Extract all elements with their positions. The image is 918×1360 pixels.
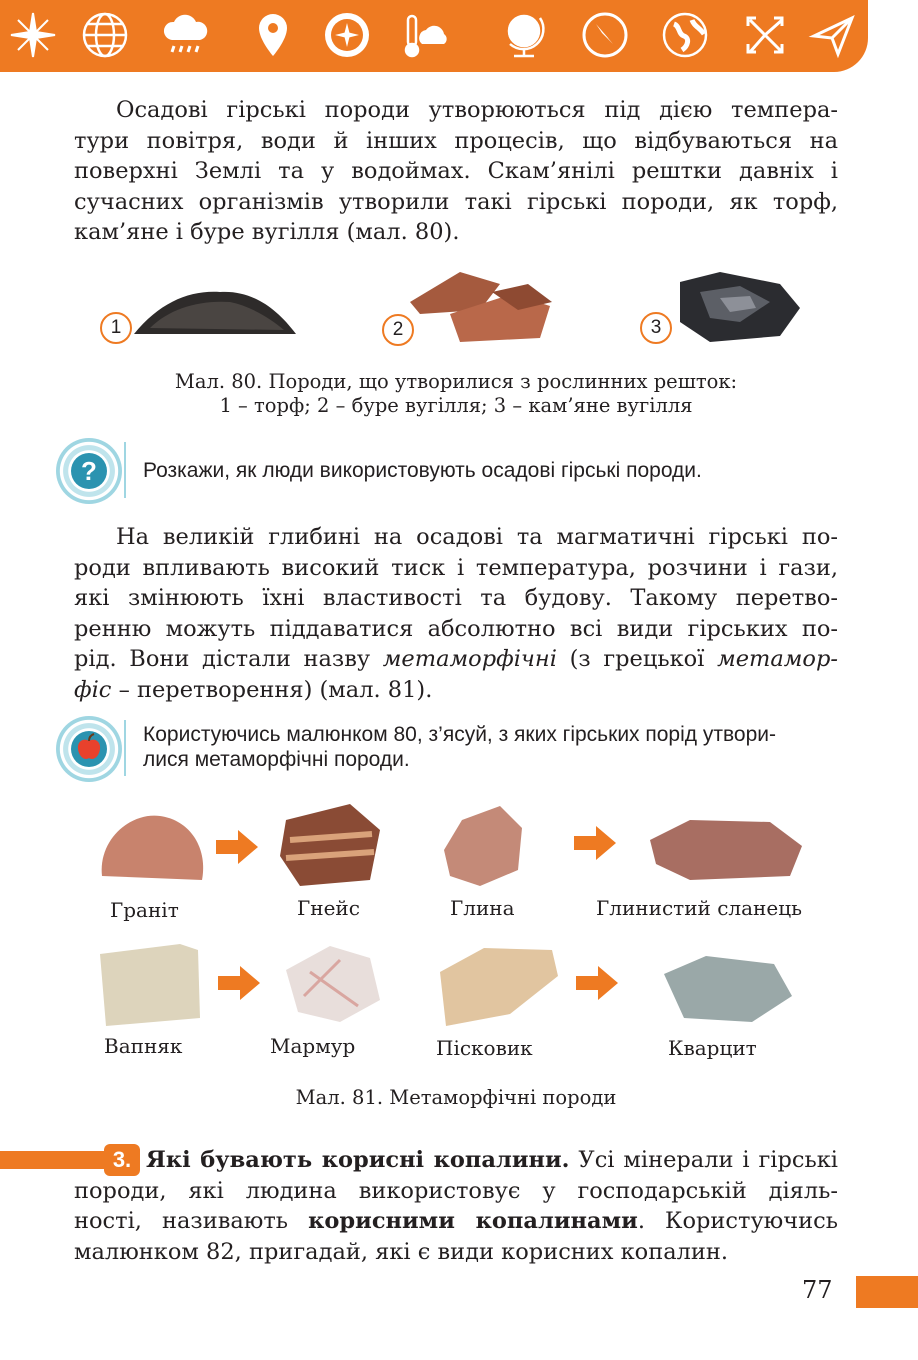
figure-80-images: [120, 262, 820, 352]
text-run: Усі мінерали і гірські: [569, 1147, 838, 1173]
apple-icon: [56, 716, 122, 782]
paragraph-metamorphic: [74, 522, 838, 705]
term-metamorphic: метаморфічні: [382, 646, 557, 672]
paragraph-line: які змінюють їхні властивості та будову. Такому перетво-: [74, 585, 838, 611]
figure-number: 2: [382, 314, 414, 346]
rock-label-gneiss: Гнейс: [297, 896, 360, 920]
question-badge: [56, 438, 122, 504]
paragraph-minerals: [74, 1145, 838, 1267]
desk-globe-icon: [500, 10, 550, 60]
paragraph-line: роди впливають високий тиск і температура, розчини і гази,: [74, 554, 838, 581]
page-number: 77: [802, 1276, 833, 1304]
caption-line: Мал. 80. Породи, що утворилися з рослинних решток:: [174, 370, 738, 393]
term-useful-minerals: корисними копалинами: [308, 1208, 638, 1234]
clay-image: [444, 806, 522, 886]
task-line: лися метаморфічні породи.: [143, 748, 410, 771]
term-greek: метамор-: [717, 646, 838, 672]
hard-coal-image: [680, 272, 800, 342]
paragraph-line: Осадові гірські породи утворюються під дією темпера-: [116, 97, 838, 123]
granite-image: [102, 816, 203, 880]
rock-label-clay-shale: Глинистий сланець: [596, 896, 802, 920]
compass-circle-icon: [322, 10, 372, 60]
task-line: Користуючись малюнком 80, з’ясуй, з яких гірських порід утвори-: [143, 723, 776, 746]
header-band: [0, 0, 868, 72]
svg-text:?: ?: [81, 456, 97, 486]
marble-image: [286, 946, 380, 1022]
practice-task-text: [143, 722, 843, 772]
section-title: Які бувають корисні копалини.: [146, 1147, 570, 1173]
figure-number: 3: [640, 312, 672, 344]
sandstone-image: [440, 948, 558, 1026]
task-divider: [124, 442, 126, 498]
arrow-right-icon: [216, 830, 258, 864]
paragraph-line: [74, 675, 838, 706]
paragraph-line: сучасних організмів утворили такі гірські породи, як торф,: [74, 188, 838, 215]
figure-81-caption: Мал. 81. Метаморфічні породи: [295, 1086, 617, 1109]
question-task-text: Розкажи, як люди використовують осадові гірські породи.: [143, 459, 702, 482]
peat-image: [134, 292, 296, 334]
practice-badge: [56, 716, 122, 782]
rock-label-granite: Граніт: [110, 898, 179, 922]
paragraph-line: ренню можуть піддаватися абсолютно всі види гірських по-: [74, 615, 838, 642]
text-run: ності, називають: [74, 1208, 309, 1234]
paragraph-line: [74, 1145, 838, 1176]
brown-coal-image: [410, 272, 552, 342]
figure-80-caption: [74, 370, 838, 418]
task-divider: [124, 720, 126, 776]
paragraph-line: поверхні Землі та у водоймах. Скам’янілі рештки давніх і: [74, 158, 838, 184]
arrow-right-icon: [576, 966, 618, 1000]
figure-81-images: [90, 800, 810, 1050]
globe-grid-icon: [80, 10, 130, 60]
paragraph-line: [74, 644, 838, 675]
quartzite-image: [664, 956, 792, 1022]
paragraph-line: На великій глибині на осадові та магматичні гірські по-: [116, 524, 838, 550]
paragraph-sedimentary: [74, 95, 838, 248]
text-run: – перетворення) (мал. 81).: [111, 676, 433, 703]
text-run: . Користуючись: [637, 1208, 838, 1234]
rain-cloud-icon: [160, 10, 210, 60]
rock-label-quartzite: Кварцит: [668, 1036, 757, 1060]
paragraph-line: тури повітря, води й інших процесів, що відбуваються на: [74, 127, 838, 154]
text-run: рід. Вони дістали назву: [74, 646, 383, 672]
map-pin-icon: [248, 10, 298, 60]
rock-label-marble: Мармур: [270, 1034, 356, 1058]
paragraph-line: [74, 1206, 838, 1237]
figure-number: 1: [100, 312, 132, 344]
text-run: (з грецької: [556, 646, 718, 672]
paper-plane-icon: [808, 10, 858, 60]
rock-label-limestone: Вапняк: [104, 1034, 183, 1058]
paragraph-line: кам’яне і буре вугілля (мал. 80).: [74, 219, 460, 245]
compass-rose-icon: [8, 10, 58, 60]
arrow-right-icon: [218, 966, 260, 1000]
paragraph-line: породи, які людина використовує у господарській діяль-: [74, 1177, 838, 1204]
arrows-icon: [740, 10, 790, 60]
thermometer-cloud-icon: [400, 10, 450, 60]
section-number: 3.: [104, 1144, 140, 1176]
term-greek-end: фіс: [74, 676, 112, 703]
rock-label-sandstone: Пісковик: [436, 1036, 533, 1060]
paragraph-line: малюнком 82, пригадай, які є види корисних копалин.: [74, 1238, 729, 1265]
rock-label-clay: Глина: [450, 896, 515, 920]
compass-needle-icon: [580, 10, 630, 60]
earth-icon: [660, 10, 710, 60]
page-number-bar: [856, 1276, 918, 1308]
clay-shale-image: [650, 820, 802, 880]
limestone-image: [100, 944, 200, 1026]
question-mark-icon: [56, 438, 122, 504]
caption-line: 1 – торф; 2 – буре вугілля; 3 – кам’яне вугілля: [219, 394, 693, 417]
arrow-right-icon: [574, 826, 616, 860]
gneiss-image: [280, 804, 380, 886]
